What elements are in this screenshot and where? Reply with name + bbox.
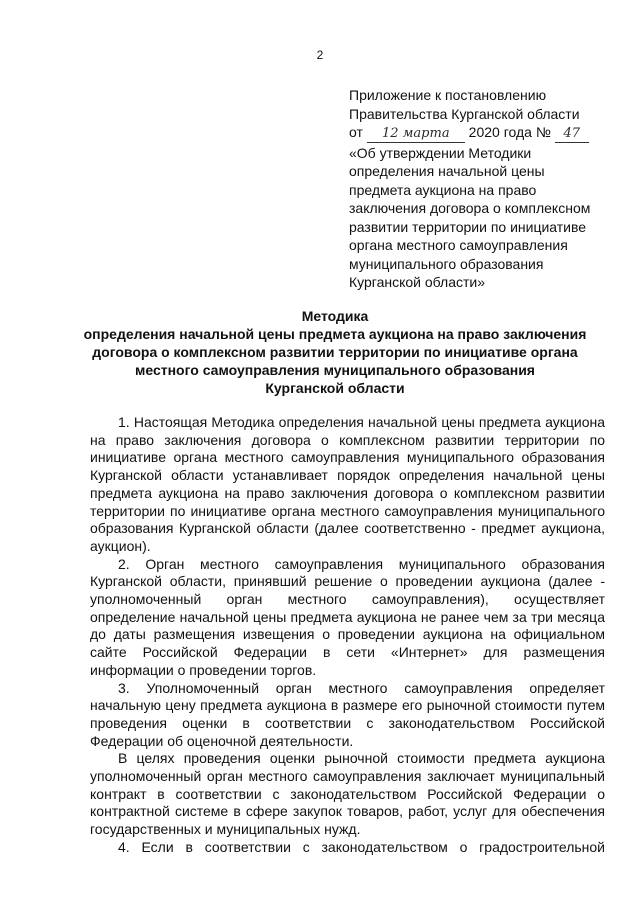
title-line: Курганской области <box>265 380 405 396</box>
handwritten-date: 12 марта <box>367 125 465 144</box>
handwritten-number: 47 <box>555 125 589 144</box>
title-heading: Методика <box>301 308 369 324</box>
title-line: договора о комплексном развитии территории по инициативе органа <box>92 344 578 360</box>
document-body <box>90 414 605 857</box>
title-line: определения начальной цены предмета аукциона на право заключения <box>83 326 587 342</box>
appendix-subject-line: заключения договора о комплексном <box>349 200 591 216</box>
date-prefix: от <box>349 124 363 140</box>
appendix-date-line <box>349 123 609 144</box>
title-line: местного самоуправления муниципального образования <box>135 362 535 378</box>
appendix-line-1: Приложение к постановлению <box>349 87 547 103</box>
appendix-subject-line: развитии территории по инициативе <box>349 218 587 235</box>
page-number: 2 <box>316 48 324 62</box>
appendix-subject-line: муниципального образования <box>349 255 544 272</box>
paragraph: 1. Настоящая Методика определения начальной цены предмета аукциона на право заключения договора о комплексном развитии территории по инициативе органа местного самоуправления муниципального образования Курганской области устанавливает порядок определения начальной цены предмета аукциона на право заключения договора о комплексном развитии территории по инициативе органа местного самоуправления муниципального образования Курганской области (далее соответственно - предмет аукциона, аукцион). <box>90 414 605 554</box>
appendix-header <box>349 86 609 292</box>
appendix-subject-line: предмета аукциона на право <box>349 181 537 198</box>
paragraph: 4. Если в соответствии с законодательством о градостроительной <box>118 838 605 855</box>
appendix-line-2: Правительства Курганской области <box>349 105 580 122</box>
appendix-subject-line: органа местного самоуправления <box>349 237 568 253</box>
paragraph: 3. Уполномоченный орган местного самоуправления определяет начальную цену предмета аукциона в размере его рыночной стоимости путем проведения оценки в соответствии с законодательством Российской Федерации об оценочной деятельности. <box>90 679 605 749</box>
appendix-subject-line: «Об утверждении Методики <box>349 144 532 161</box>
appendix-subject-line: определения начальной цены <box>349 163 545 179</box>
document-title <box>70 307 600 397</box>
paragraph: В целях проведения оценки рыночной стоимости предмета аукциона уполномоченный орган местного самоуправления заключает муниципальный контракт в соответствии с законодательством Российской Федерации о контрактной системе в сфере закупок товаров, работ, услуг для обеспечения государственных и муниципальных нужд. <box>90 750 605 838</box>
paragraph: 2. Орган местного самоуправления муниципального образования Курганской области, принявший решение о проведении аукциона (далее - уполномоченный орган местного самоуправления), осуществляет определение начальной цены предмета аукциона не ранее чем за три месяца до даты размещения извещения о проведении аукциона на официальном сайте Российской Федерации в сети «Интернет» для размещения информации о проведении торгов. <box>90 555 605 678</box>
appendix-subject-line: Курганской области» <box>349 274 486 290</box>
year-text: 2020 года № <box>468 124 551 140</box>
